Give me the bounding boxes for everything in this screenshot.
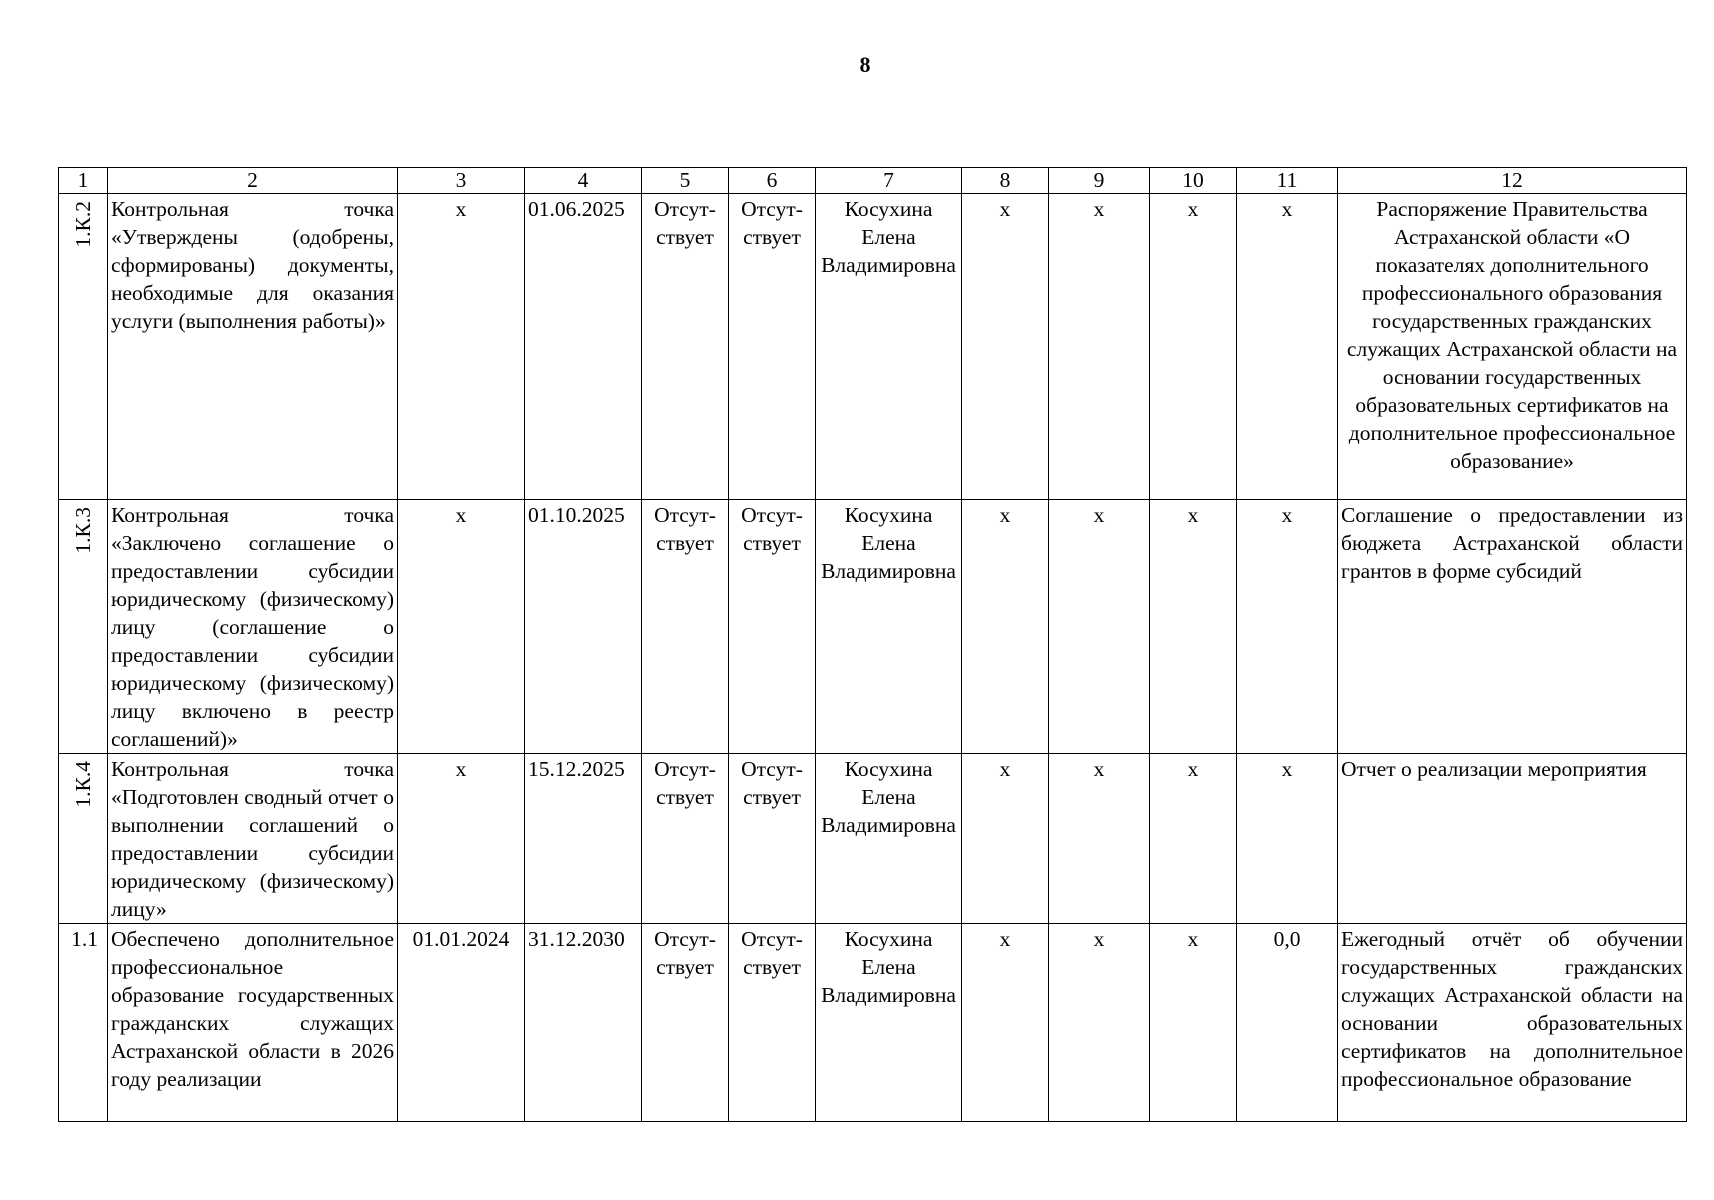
row-id: 1.К.3 — [71, 507, 95, 554]
col6-value: Отсут-ствует — [729, 194, 816, 500]
responsible-person: Косухина Елена Владимировна — [816, 194, 962, 500]
col9-value: х — [1049, 500, 1150, 754]
col11-value: 0,0 — [1237, 924, 1338, 1122]
row-name: Контрольная точка «Заключено соглашение о предоставлении субсидии юридическому (физическому) лицу (соглашение о предоставлении субсидии юридическому (физическому) лицу включено в реестр соглашений)» — [108, 500, 398, 754]
table-row — [59, 194, 1687, 500]
column-header: 5 — [642, 168, 729, 194]
column-header: 1 — [59, 168, 108, 194]
start-date: 01.01.2024 — [398, 924, 525, 1122]
row-name: Контрольная точка «Подготовлен сводный отчет о выполнении соглашений о предоставлении субсидии юридическому (физическому) лицу» — [108, 754, 398, 924]
table-row — [59, 500, 1687, 754]
col8-value: х — [962, 924, 1049, 1122]
column-header: 11 — [1237, 168, 1338, 194]
col9-value: х — [1049, 194, 1150, 500]
col10-value: х — [1150, 754, 1237, 924]
column-header: 3 — [398, 168, 525, 194]
end-date: 31.12.2030 — [525, 924, 642, 1122]
row-id: 1.1 — [71, 927, 98, 951]
column-header: 10 — [1150, 168, 1237, 194]
column-header: 4 — [525, 168, 642, 194]
col6-value: Отсут-ствует — [729, 754, 816, 924]
responsible-person: Косухина Елена Владимировна — [816, 924, 962, 1122]
column-header: 2 — [108, 168, 398, 194]
document-reference: Отчет о реализации мероприятия — [1338, 754, 1687, 924]
column-header: 6 — [729, 168, 816, 194]
col10-value: х — [1150, 194, 1237, 500]
col8-value: х — [962, 500, 1049, 754]
column-header: 7 — [816, 168, 962, 194]
control-points-table — [58, 167, 1687, 1122]
col6-value: Отсут-ствует — [729, 500, 816, 754]
start-date: х — [398, 500, 525, 754]
page-number: 8 — [859, 52, 871, 77]
start-date: х — [398, 194, 525, 500]
row-id-cell — [59, 194, 108, 500]
end-date: 15.12.2025 — [525, 754, 642, 924]
col11-value: х — [1237, 500, 1338, 754]
responsible-person: Косухина Елена Владимировна — [816, 754, 962, 924]
column-header: 9 — [1049, 168, 1150, 194]
col9-value: х — [1049, 924, 1150, 1122]
end-date: 01.10.2025 — [525, 500, 642, 754]
col5-value: Отсут-ствует — [642, 194, 729, 500]
col9-value: х — [1049, 754, 1150, 924]
col11-value: х — [1237, 194, 1338, 500]
start-date: х — [398, 754, 525, 924]
document-reference: Распоряжение Правительства Астраханской области «О показателях дополнительного профессионального образования государственных гражданских служащих Астраханской области на основании государственных образовательных сертификатов на дополнительное профессиональное образование» — [1338, 194, 1687, 500]
table-row — [59, 924, 1687, 1122]
column-header: 8 — [962, 168, 1049, 194]
row-id-cell — [59, 500, 108, 754]
col11-value: х — [1237, 754, 1338, 924]
document-reference: Соглашение о предоставлении из бюджета Астраханской области грантов в форме субсидий — [1338, 500, 1687, 754]
responsible-person: Косухина Елена Владимировна — [816, 500, 962, 754]
row-name: Контрольная точка «Утверждены (одобрены, сформированы) документы, необходимые для оказания услуги (выполнения работы)» — [108, 194, 398, 500]
row-id-cell — [59, 754, 108, 924]
col5-value: Отсут-ствует — [642, 754, 729, 924]
column-header: 12 — [1338, 168, 1687, 194]
row-name: Обеспечено дополнительное профессиональное образование государственных гражданских служащих Астраханской области в 2026 году реализации — [108, 924, 398, 1122]
col10-value: х — [1150, 924, 1237, 1122]
col5-value: Отсут-ствует — [642, 500, 729, 754]
row-id: 1.К.2 — [71, 201, 95, 248]
col5-value: Отсут-ствует — [642, 924, 729, 1122]
row-id-cell — [59, 924, 108, 1122]
table-row — [59, 754, 1687, 924]
document-reference: Ежегодный отчёт об обучении государственных гражданских служащих Астраханской области на основании образовательных сертификатов на дополнительное профессиональное образование — [1338, 924, 1687, 1122]
column-number-row — [59, 168, 1687, 194]
col8-value: х — [962, 194, 1049, 500]
col6-value: Отсут-ствует — [729, 924, 816, 1122]
row-id: 1.К.4 — [71, 761, 95, 808]
end-date: 01.06.2025 — [525, 194, 642, 500]
col10-value: х — [1150, 500, 1237, 754]
col8-value: х — [962, 754, 1049, 924]
